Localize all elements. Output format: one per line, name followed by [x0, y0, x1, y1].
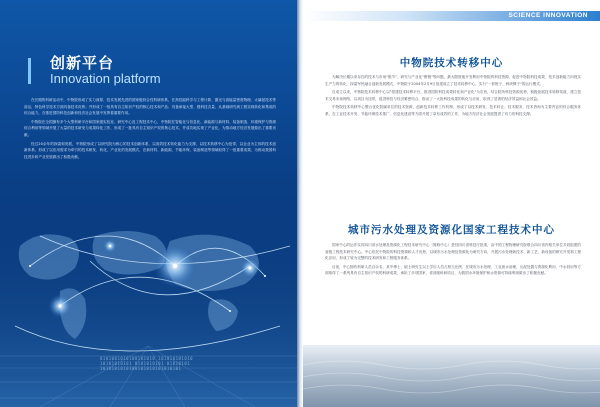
page-title-cn: 创新平台 — [50, 54, 115, 72]
left-paragraph: 经过20余年的探索和发展，中物院形成了以研究院为核心的技术创新体系，以高效技术转化能力为支撑，以技术转移中心为纽带，以企业为主体的技术创新体系，形成了以应用需求为牵引的技术研发、转化、产业化的发展模式，在新材料、新能源、节能环保、装备制造等领域取得了一批重要成果，为推动我国科技进步和产业发展做出了积极贡献。 — [24, 141, 276, 159]
digit-line: 1010101010100101010101010101 — [100, 366, 182, 371]
left-paragraph: 中物院在全国拥有多个大型科研平台和国家级实验室、研究中心及工程技术中心，中物院在智能化与信息化、新能源与新材料、装备制造、环境保护与资源综合利用等领域开展了大量的技术研发与成果转化工作，形成了一批具有自主知识产权的核心技术，并成功地实现了产业化，为推动地方经济发展做出了重要贡献。 — [24, 119, 276, 137]
left-body-text — [24, 97, 276, 162]
tech-network-graphic — [0, 206, 297, 407]
section-body-wastewater-center — [325, 242, 581, 279]
section-paragraph: 目前，中心拥有科研人员百余名，其中博士、硕士研究生以上学历人员占相当比例，在城市污水处理、工业废水治理、污泥处置与资源化利用、中水回用等方面取得了一系列具有自主知识产权的科研成果，承担了多项国家、省部级科研项目，为我国水环境保护和水资源可持续利用做出了积极贡献。 — [325, 264, 581, 276]
section-title-wastewater-center: 城市污水处理及资源化国家工程技术中心 — [348, 224, 555, 236]
right-page — [303, 0, 600, 407]
binary-digits-decoration — [100, 356, 270, 371]
header-label: SCIENCE INNOVATION — [508, 12, 588, 19]
section-paragraph: 国家中心的运作实体四川省水处理及资源化工程技术研究中心（简称中心）是经四川省科技厅批准，由中国工程物理研究院联合四川省内相关单位共同组建的省级工程技术研究中心。中心依托中物院的科技资源和人才优势，以城市污水处理及资源化为研究方向，开展污水处理新技术、新工艺、新设备的研究开发和工程化应用，形成了较为完整的技术研发和工程服务体系。 — [325, 243, 581, 261]
section-paragraph: 为解决长期以来存在的技术与市场"脱节"、研究与产业化"断链"等问题，最大限度地开发利用中物院的科技资源，促进中物院科技成果、技术创新能力向现实生产力的转化，探索军民融合创新发展模式，中物院于2004年2月9日组建成立了技术转移中心，实行"一套班子、两块牌子"的运行模式。 — [325, 75, 581, 86]
section-paragraph: 中物院技术转移中心整合优化院属单位的技术资源，创新技术转移工作机制，形成了以技术研发、技术转让、技术服务、技术咨询为主要内容的综合服务体系，在工业技术开发、节能环保技术推广、信息化建设等方面开展了卓有成效的工作，为地方经济社会发展提供了有力的科技支撑。 — [325, 105, 581, 116]
bottom-decorative-photo — [303, 345, 600, 407]
page-title-en: Innovation platform — [50, 71, 161, 86]
left-page — [0, 0, 297, 407]
left-paragraph: 在长期的科研活动中，中物院形成了实力深厚、技术发展先进的国家级综合性科研体系，在高性能科学与工程计算、激光与高能量密度物理、太赫兹技术等前沿，特色科学技术方面具备技术优势；并形成了一批具有自主知识产权的核心技术和产品；具备承接大型、强科技含量、从基础研究到工程实现转化和集成的综合能力，在推进国防科技创新和经济社会发展中发挥着重要作用。 — [24, 98, 276, 116]
water-ripple-graphic — [303, 345, 600, 407]
section-paragraph: 自成立以来，中物院技术转移中心以"搭建技术转移平台，推进国防科技成果转化和产业化"为宗旨，结合院所科技资源优势，积极拓展技术转移渠道，建立技术交易市场网络，以项目为纽带，促进科技与经济紧密结合，推动了一大批科技成果的转化与应用，取得了显著的经济效益和社会效益。 — [325, 90, 581, 101]
digit-line: 0101001010100101010 101010101010 — [100, 356, 194, 361]
title-accent-bar — [28, 58, 42, 84]
section-body-tech-transfer — [325, 74, 581, 120]
section-title-tech-transfer: 中物院技术转移中心 — [399, 57, 504, 69]
digit-line: 10101010101 0101010101 01010101 — [100, 361, 191, 366]
